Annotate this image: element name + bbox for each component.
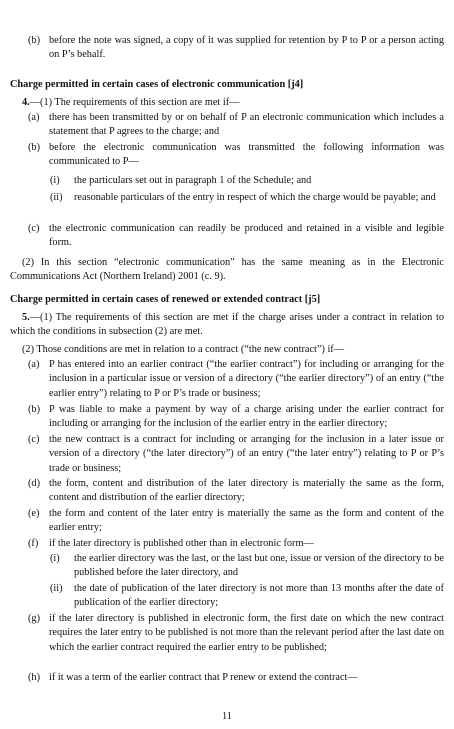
item-text: P was liable to make a payment by way of a charge arising under the earlier contract for including or arranging for the inclusion of the earlier entry in the earlier directory; [49, 404, 444, 430]
item-label: (e) [28, 508, 40, 519]
carryover-item-b [10, 34, 444, 63]
section-4-item-a [10, 111, 444, 140]
item-label: (f) [28, 538, 39, 549]
section-5-item-f-ii [10, 582, 444, 611]
item-text: the date of publication of the later directory is not more than 13 months after the date of publication of the earlier directory; [74, 583, 444, 609]
section-5-intro-text: —(1) The requirements of this section are met if the charge arises under a contract in relation to which the conditions in subsection (2) are met. [10, 312, 444, 338]
section-4-heading: Charge permitted in certain cases of electronic communication [j4] [10, 79, 304, 90]
section-5-intro [10, 311, 444, 340]
item-text: the electronic communication can readily be produced and retained in a visible and legible form. [49, 223, 444, 249]
item-label: (a) [28, 359, 40, 370]
item-text: there has been transmitted by or on behalf of P an electronic communication which includes a statement that P agrees to the charge; and [49, 112, 444, 138]
item-label: (a) [28, 112, 40, 123]
section-5-subsection-2 [10, 343, 444, 357]
item-label: (h) [28, 672, 41, 683]
section-4-intro-text: —(1) The requirements of this section are met if— [29, 97, 240, 108]
section-5-item-c [10, 433, 444, 476]
item-text: if the later directory is published in electronic form, the first date on which the new contract requires the later entry to be published is not more than the relevant period after the last date on which the earlier contract required the earlier entry to be published; [49, 613, 444, 653]
item-text: before the electronic communication was transmitted the following information was communicated to P— [49, 142, 444, 168]
section-5-item-d [10, 477, 444, 506]
item-text: the earlier directory was the last, or the last but one, issue or version of the directory to be published before the later directory, and [74, 553, 444, 579]
item-text: P has entered into an earlier contract (“the earlier contract”) for including or arranging for the inclusion in a particular issue or version of a directory (“the earlier directory”) of an entry (“the earlier entry”) relating to P or P’s trade or business; [49, 359, 444, 399]
section-5-item-b [10, 403, 444, 432]
item-label: (ii) [50, 583, 63, 594]
section-4-intro-block [10, 96, 444, 110]
section-4-heading-block [10, 78, 444, 92]
section-4-item-b [10, 141, 444, 170]
item-label: (b) [28, 404, 41, 415]
item-text: reasonable particulars of the entry in respect of which the charge would be payable; and [74, 192, 436, 203]
section-4-intro [10, 96, 444, 110]
item-text: before the note was signed, a copy of it was supplied for retention by P to P or a person acting on P’s behalf. [49, 35, 444, 61]
item-text: if the later directory is published other than in electronic form— [49, 538, 314, 549]
item-label: (d) [28, 478, 41, 489]
section-5-number: 5. [22, 312, 30, 323]
section-5-item-e [10, 507, 444, 536]
item-text: if it was a term of the earlier contract that P renew or extend the contract— [49, 672, 358, 683]
item-label: (i) [50, 553, 60, 564]
section-5-intro-block [10, 311, 444, 340]
section-5-heading-block [10, 293, 444, 307]
item-label: (c) [28, 434, 40, 445]
item-text: the new contract is a contract for including or arranging for the inclusion in a later issue or version of a directory (“the later directory”) of an entry (“the later entry”) relating to P or P’s trade or business; [49, 434, 444, 474]
item-text: the form and content of the later entry is materially the same as the form and content of the earlier entry; [49, 508, 444, 534]
item-label: (c) [28, 223, 40, 234]
section-4-item-c [10, 222, 444, 251]
item-text: the form, content and distribution of the later directory is materially the same as the form, content and distribution of the earlier directory; [49, 478, 444, 504]
section-5-item-f-i [10, 552, 444, 581]
section-5-subsection-2-text: (2) Those conditions are met in relation to a contract (“the new contract”) if— [22, 344, 345, 355]
section-4-subsection-2 [10, 256, 444, 285]
section-5-item-g [10, 612, 444, 655]
section-4-item-b-i [10, 174, 444, 188]
item-label: (b) [28, 35, 41, 46]
item-label: (ii) [50, 192, 63, 203]
section-4-number: 4. [22, 97, 30, 108]
section-5-heading: Charge permitted in certain cases of renewed or extended contract [j5] [10, 294, 321, 305]
section-4-subsection-2-text: (2) In this section “electronic communication” has the same meaning as in the Electronic Communications Act (Northern Ireland) 2001 (c. 9). [10, 257, 444, 283]
section-5-item-a [10, 358, 444, 401]
section-5-item-h [10, 671, 444, 685]
section-5-item-f [10, 537, 444, 551]
section-4-item-b-ii [10, 191, 444, 205]
page-number: 11 [222, 711, 232, 722]
item-text: the particulars set out in paragraph 1 of the Schedule; and [74, 175, 312, 186]
item-label: (b) [28, 142, 41, 153]
item-label: (i) [50, 175, 60, 186]
item-label: (g) [28, 613, 41, 624]
